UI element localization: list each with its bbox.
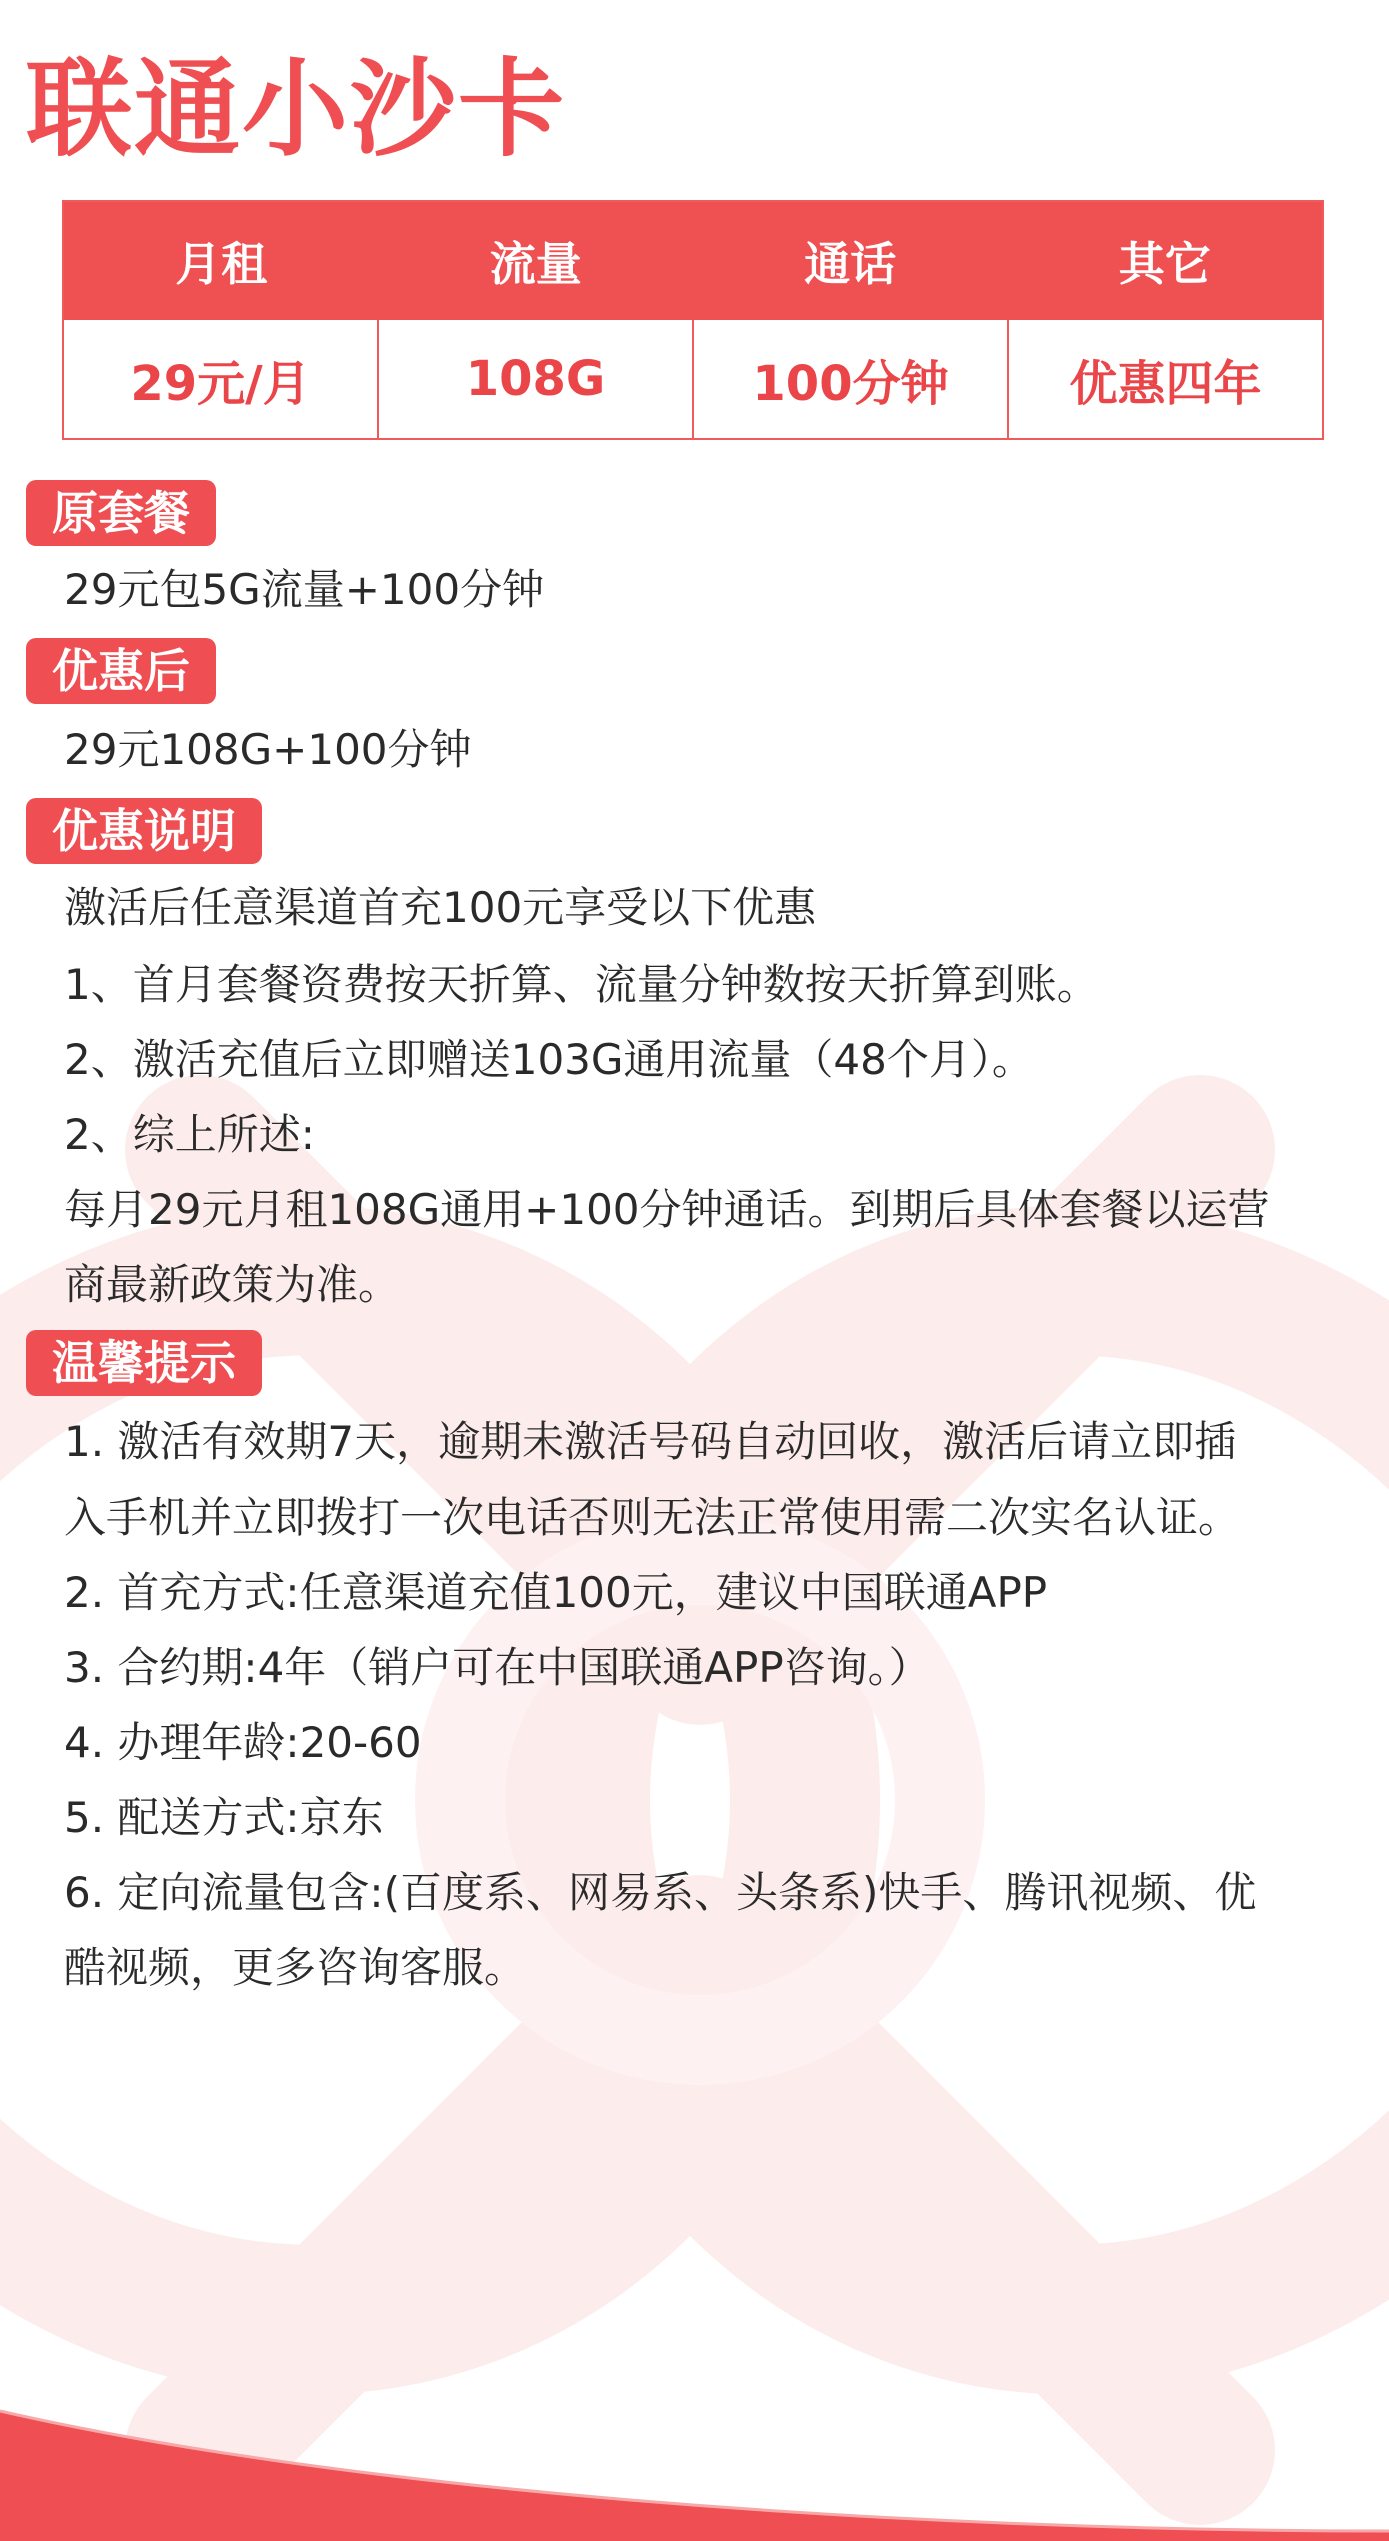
tips-line: 6. 定向流量包含:(百度系、网易系、头条系)快手、腾讯视频、优 bbox=[64, 1868, 1257, 1917]
section-tag-discount-explanation: 优惠说明 bbox=[26, 798, 262, 864]
section-tag-tips: 温馨提示 bbox=[26, 1330, 262, 1396]
tips-line: 酷视频，更多咨询客服。 bbox=[64, 1943, 527, 1992]
explain-line: 2、激活充值后立即赠送103G通用流量（48个月）。 bbox=[64, 1035, 1034, 1084]
value-other: 优惠四年 bbox=[1069, 355, 1262, 412]
explain-line: 每月29元月租108G通用+100分钟通话。到期后具体套餐以运营 bbox=[64, 1185, 1270, 1234]
original-plan-text: 29元包5G流量+100分钟 bbox=[64, 565, 545, 614]
explain-line: 商最新政策为准。 bbox=[64, 1260, 401, 1309]
header-data: 流量 bbox=[489, 237, 582, 291]
value-monthly-fee: 29元/月 bbox=[64, 320, 379, 438]
tips-line: 入手机并立即拨打一次电话否则无法正常使用需二次实名认证。 bbox=[64, 1493, 1241, 1542]
tips-line: 3. 合约期:4年（销户可在中国联通APP咨询。） bbox=[64, 1643, 931, 1692]
section-tag-original-plan: 原套餐 bbox=[26, 480, 216, 546]
bottom-wave-decoration bbox=[0, 2381, 1389, 2541]
after-discount-text: 29元108G+100分钟 bbox=[64, 725, 472, 774]
value-calls: 100分钟 bbox=[694, 320, 1009, 438]
tips-line: 1. 激活有效期7天，逾期未激活号码自动回收，激活后请立即插 bbox=[64, 1417, 1237, 1466]
tips-line: 4. 办理年龄:20-60 bbox=[64, 1718, 422, 1767]
value-data: 108G bbox=[379, 320, 694, 438]
section-tag-after-discount: 优惠后 bbox=[26, 638, 216, 704]
header-monthly-fee: 月租 bbox=[175, 237, 268, 291]
explain-line: 激活后任意渠道首充100元享受以下优惠 bbox=[64, 883, 817, 932]
header-calls: 通话 bbox=[804, 237, 897, 291]
plan-summary-table bbox=[62, 200, 1324, 440]
table-value-row bbox=[64, 320, 1322, 438]
header-other: 其它 bbox=[1118, 237, 1211, 291]
explain-line: 1、首月套餐资费按天折算、流量分钟数按天折算到账。 bbox=[64, 960, 1099, 1009]
table-header-row bbox=[64, 202, 1322, 320]
page-title: 联通小沙卡 bbox=[26, 48, 566, 171]
tips-line: 5. 配送方式:京东 bbox=[64, 1793, 384, 1842]
tips-line: 2. 首充方式:任意渠道充值100元，建议中国联通APP bbox=[64, 1568, 1048, 1617]
explain-line: 2、综上所述: bbox=[64, 1110, 315, 1159]
